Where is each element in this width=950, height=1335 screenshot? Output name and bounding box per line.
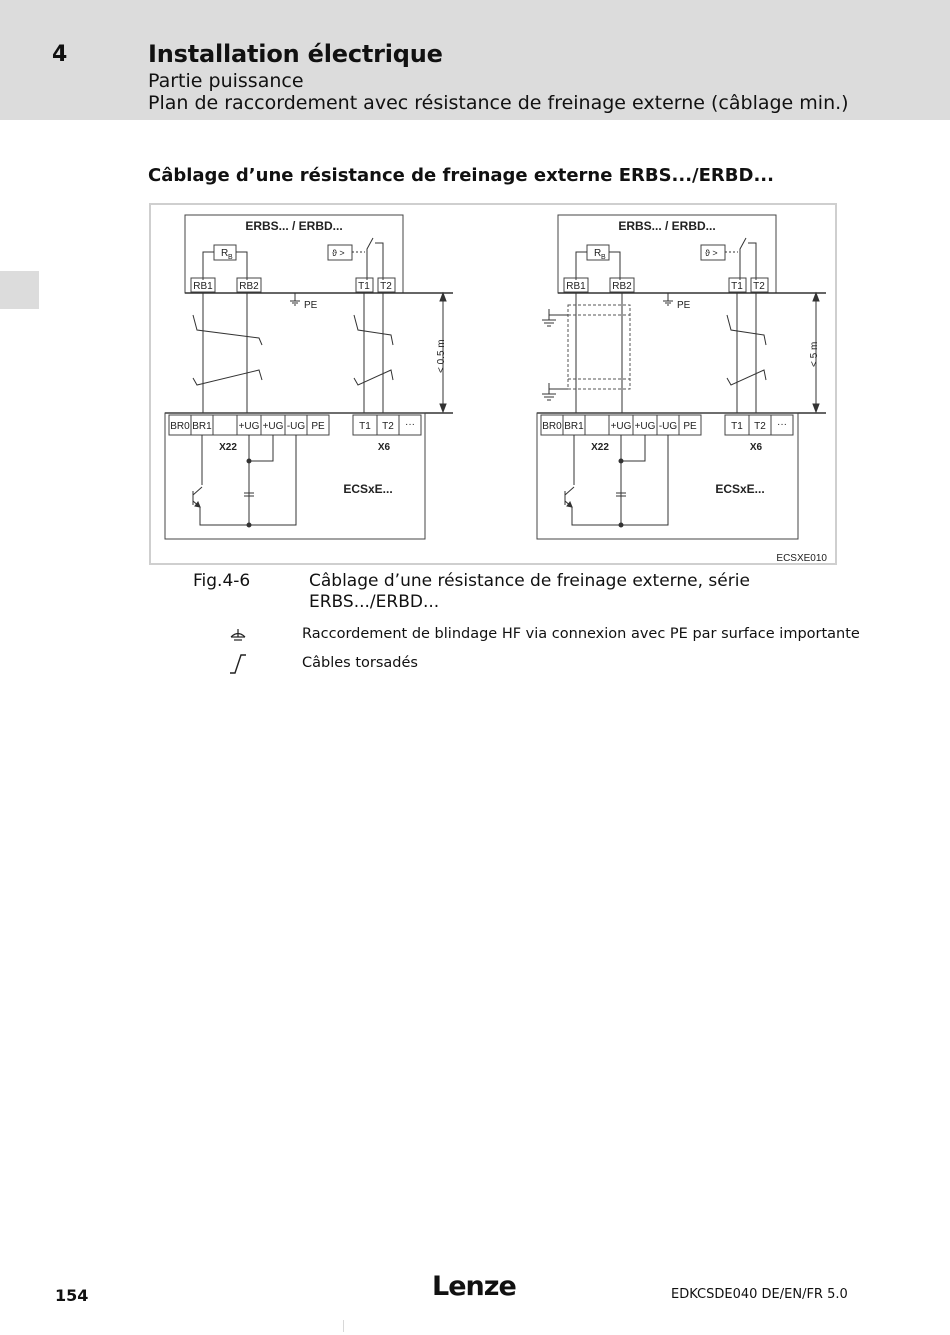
left-diagram — [165, 215, 453, 539]
right-x6-label: X6 — [749, 442, 763, 453]
right-hf-ground-top — [542, 309, 568, 326]
right-device-label: ECSxE... — [715, 482, 765, 496]
right-diagram — [537, 215, 826, 539]
left-term-t1: T1 — [358, 281, 370, 292]
left-distance-label: < 0.5 m — [436, 339, 447, 373]
left-bterm-br0: BR0 — [170, 421, 190, 432]
left-bterm-more: ··· — [405, 419, 415, 430]
right-bterm-pe: PE — [683, 421, 697, 432]
left-rb-sub: B — [228, 254, 233, 261]
figure-id: ECSXE010 — [776, 553, 827, 564]
document-reference: EDKCSDE040 DE/EN/FR 5.0 — [671, 1287, 848, 1302]
left-term-rb2: RB2 — [239, 281, 259, 292]
left-bterm-pe: PE — [311, 421, 325, 432]
figure-number: Fig.4-6 — [193, 571, 251, 591]
right-bterm-t1: T1 — [731, 421, 743, 432]
bottom-margin-mark — [343, 1320, 344, 1332]
left-x22-label: X22 — [219, 442, 237, 453]
right-rb-label: R — [594, 248, 602, 259]
lenze-logo: Lenze — [432, 1271, 516, 1302]
legend-text-shield: Raccordement de blindage HF via connexion avec PE par surface importante — [302, 626, 860, 642]
right-resistor-title: ERBS... / ERBD... — [618, 219, 716, 233]
wiring-figure — [149, 203, 837, 565]
figure-caption: Câblage d’une résistance de freinage externe, série ERBS.../ERBD... — [309, 571, 750, 612]
left-term-rb1: RB1 — [193, 281, 213, 292]
left-rb-label: R — [221, 248, 229, 259]
left-bterm-t2: T2 — [382, 421, 394, 432]
right-thermo-label: ϑ > — [705, 248, 718, 258]
left-bterm-t1: T1 — [359, 421, 371, 432]
right-hf-ground-bottom — [542, 383, 568, 400]
chapter-side-tab — [0, 271, 39, 309]
right-x22-label: X22 — [591, 442, 609, 453]
left-x6-label: X6 — [377, 442, 391, 453]
right-term-t2: T2 — [753, 281, 765, 292]
left-resistor-title: ERBS... / ERBD... — [245, 219, 343, 233]
right-distance-label: < 5 m — [809, 341, 820, 367]
chapter-subtitle-2: Plan de raccordement avec résistance de freinage externe (câblage min.) — [148, 92, 849, 114]
right-bterm-ugn: -UG — [658, 421, 678, 432]
right-bterm-ug1: +UG — [610, 421, 632, 432]
left-term-t2: T2 — [380, 281, 392, 292]
page-number: 154 — [55, 1286, 89, 1305]
right-bterm-ug2: +UG — [634, 421, 656, 432]
right-term-rb2: RB2 — [612, 281, 632, 292]
left-thermo-label: ϑ > — [332, 248, 345, 258]
section-title: Câblage d’une résistance de freinage externe ERBS.../ERBD... — [148, 165, 774, 186]
right-bterm-t2: T2 — [754, 421, 766, 432]
right-rb-sub: B — [601, 254, 606, 261]
right-term-rb1: RB1 — [566, 281, 586, 292]
left-bterm-br1: BR1 — [192, 421, 212, 432]
twisted-cable-icon — [229, 653, 247, 675]
right-pe-label: PE — [677, 300, 691, 311]
left-device-label: ECSxE... — [343, 482, 393, 496]
right-bterm-br1: BR1 — [564, 421, 584, 432]
right-term-t1: T1 — [731, 281, 743, 292]
right-bterm-br0: BR0 — [542, 421, 562, 432]
chapter-number: 4 — [52, 42, 68, 67]
left-bterm-ug2: +UG — [262, 421, 284, 432]
chapter-title: Installation électrique — [148, 40, 443, 68]
hf-shield-ground-icon — [228, 628, 248, 644]
chapter-subtitle-1: Partie puissance — [148, 70, 304, 92]
left-bterm-ugn: -UG — [286, 421, 306, 432]
legend-text-twisted: Câbles torsadés — [302, 655, 418, 671]
right-bterm-more: ··· — [777, 419, 787, 430]
left-pe-label: PE — [304, 300, 318, 311]
left-bterm-ug1: +UG — [238, 421, 260, 432]
